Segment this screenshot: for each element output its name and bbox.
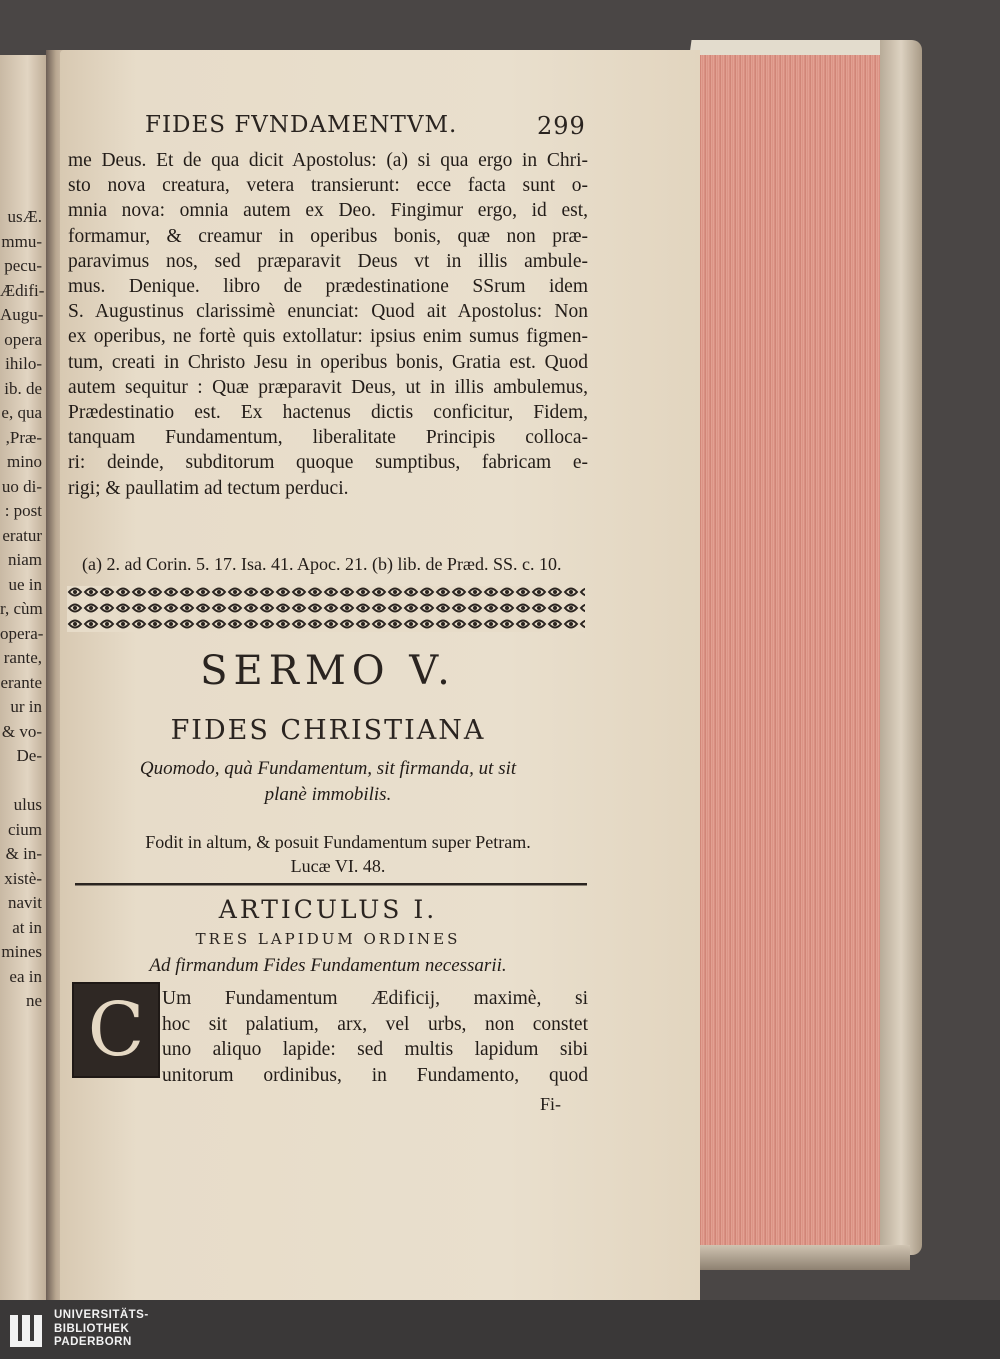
- body-line: Prædestinatio est. Ex hactenus dictis conficitur, Fidem,: [68, 402, 588, 424]
- left-margin-line: & in-: [5, 844, 42, 863]
- motto-reference: Lucæ VI. 48.: [290, 856, 386, 876]
- left-margin-line: rante,: [3, 648, 42, 667]
- body-line: S. Augustinus clarissimè enunciat: Quod ait Apostolus: Non: [68, 301, 588, 323]
- body-line: me Deus. Et de qua dicit Apostolus: (a) si qua ergo in Chri-: [68, 150, 588, 171]
- left-margin-line: mmu-: [1, 231, 42, 251]
- body-line: autem sequitur : Quæ præparavit Deus, ut in illis ambulemus,: [68, 376, 588, 398]
- left-margin-line: at in: [12, 917, 42, 937]
- left-margin-line: : post: [4, 501, 42, 520]
- article-line: hoc sit palatium, arx, vel urbs, non constet: [162, 1013, 588, 1035]
- left-margin-line: pecu-: [4, 256, 42, 275]
- left-margin-line: ne: [25, 991, 42, 1010]
- left-margin-line: usÆ.: [7, 207, 42, 226]
- library-name: [54, 1309, 149, 1350]
- left-margin-line: xistè-: [4, 868, 42, 888]
- left-margin-line: Ædifi-: [0, 280, 45, 300]
- article-line: uno aliquo lapide: sed multis lapidum sibi: [162, 1039, 588, 1060]
- left-margin-line: cium: [8, 819, 42, 839]
- library-name-line: BIBLIOTHEK: [54, 1322, 130, 1335]
- scripture-motto: [68, 830, 608, 878]
- body-line: ex operibus, ne fortè quis extollatur: ipsius enim sumus figmen-: [68, 326, 588, 348]
- article-text: [162, 986, 588, 1088]
- left-margin-line: ib. de: [4, 378, 42, 398]
- sermon-title: FIDES CHRISTIANA: [170, 715, 486, 746]
- article-line: unitorum ordinibus, in Fundamento, quod: [162, 1064, 588, 1086]
- left-margin-text: [0, 205, 46, 1014]
- footnote: (a) 2. ad Corin. 5. 17. Isa. 41. Apoc. 21. (b) lib. de Præd. SS. c. 10.: [82, 554, 562, 574]
- body-line: sto nova creatura, vetera transierunt: ecce facta sunt o-: [68, 175, 588, 197]
- library-logo-icon: [8, 1311, 48, 1351]
- body-line: ri: deinde, subditorum quoque sumptibus, fabricam e-: [68, 452, 588, 474]
- body-line: tanquam Fundamentum, liberalitate Principis colloca-: [68, 427, 588, 449]
- left-margin-line: opera: [4, 329, 42, 349]
- left-margin-line: eratur: [2, 525, 42, 545]
- left-margin-line: ihilo-: [5, 354, 42, 373]
- book-cover-bottom: [700, 1245, 910, 1270]
- left-margin-line: De-: [16, 746, 42, 765]
- body-line: paravimus nos, sed præparavit Deus vt in illis ambule-: [68, 250, 588, 272]
- motto-text: Fodit in altum, & posuit Fundamentum super Petram.: [145, 832, 531, 852]
- article-subheading: TRES LAPIDUM ORDINES: [195, 930, 461, 948]
- library-name-line: PADERBORN: [54, 1336, 132, 1348]
- body-line: tum, creati in Christo Jesu in operibus bonis, Gratia est. Quod: [68, 351, 588, 373]
- left-margin-line: erante: [0, 672, 42, 692]
- left-margin-line: ue in: [8, 574, 42, 594]
- page-edges: [697, 55, 897, 1250]
- left-margin-line: mines: [1, 942, 42, 961]
- body-text: [68, 148, 588, 501]
- sermon-subtitle-line: planè immobilis.: [264, 784, 392, 805]
- library-name-line: UNIVERSITÄTS-: [54, 1309, 149, 1321]
- left-margin-line: ulus: [13, 795, 42, 814]
- left-margin-line: navit: [8, 893, 42, 912]
- book-cover: [880, 40, 922, 1255]
- footer-bar: [0, 1300, 1000, 1359]
- decorated-initial: [72, 982, 160, 1078]
- catchword: Fi-: [540, 1094, 562, 1114]
- article-line: Um Fundamentum Ædificij, maximè, si: [162, 988, 588, 1009]
- left-margin-line: mino: [7, 452, 42, 471]
- sermon-subtitle-line: Quomodo, quà Fundamentum, sit firmanda, ut sit: [139, 758, 517, 779]
- left-margin-line: e, qua: [1, 403, 42, 422]
- sermon-subtitle: [68, 756, 588, 808]
- running-title: FIDES FVNDAMENTVM.: [145, 112, 458, 138]
- left-margin-line: niam: [8, 550, 42, 569]
- left-margin-line: [0, 769, 46, 794]
- initial-letter: C: [87, 987, 145, 1073]
- left-margin-line: & vo-: [1, 721, 42, 741]
- body-line: mnia nova: omnia autem ex Deo. Fingimur ergo, id est,: [68, 200, 588, 222]
- left-margin-line: r, cùm: [0, 599, 43, 618]
- left-page: [0, 55, 46, 1300]
- body-line: rigi; & paullatim ad tectum perduci.: [68, 477, 349, 499]
- body-line: mus. Denique. libro de prædestinatione SSrum idem: [68, 276, 588, 298]
- ornament-band: [67, 584, 585, 634]
- divider-rule: [75, 882, 587, 886]
- article-heading: ARTICULUS I.: [218, 895, 438, 924]
- left-margin-line: opera-: [0, 623, 44, 643]
- sermon-heading: SERMO V.: [200, 648, 456, 694]
- left-margin-line: ,Præ-: [5, 427, 42, 447]
- page-number: 299: [537, 112, 586, 140]
- body-line: formamur, & creamur in operibus bonis, quæ non præ-: [68, 225, 588, 247]
- left-margin-line: uo di-: [1, 476, 42, 496]
- left-margin-line: Augu-: [0, 305, 44, 324]
- left-margin-line: ur in: [10, 697, 42, 716]
- article-subheading-italic: Ad firmandum Fides Fundamentum necessarii.: [149, 955, 507, 976]
- left-margin-line: ea in: [9, 966, 42, 986]
